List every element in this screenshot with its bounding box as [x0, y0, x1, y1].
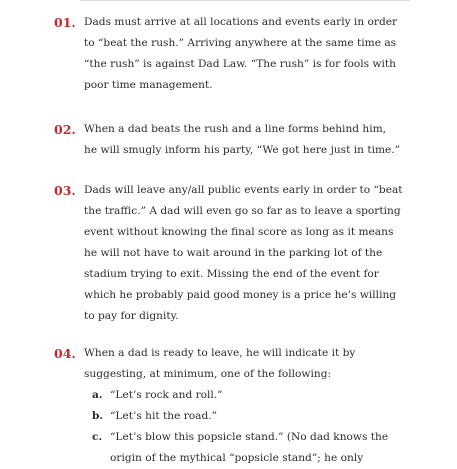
rule-text-line: When a dad is ready to leave, he will indicate it by	[84, 347, 356, 359]
subitem-text: “Let’s rock and roll.”	[110, 389, 223, 401]
rule-number: 03.	[54, 183, 76, 198]
rule-text-line: When a dad beats the rush and a line forms behind him,	[84, 123, 387, 135]
rule-text-line: “the rush” is against Dad Law. “The rush” is for fools with	[84, 58, 396, 70]
rule-text-line: event without knowing the final score as long as it means	[84, 226, 394, 238]
rule-text-line: to pay for dignity.	[84, 310, 179, 322]
rule-number: 02.	[54, 122, 76, 137]
subitem-text: origin of the mythical “popsicle stand”; he only	[110, 452, 364, 464]
rule-text-line: to “beat the rush.” Arriving anywhere at the same time as	[84, 37, 397, 49]
rule-text-line: suggesting, at minimum, one of the following:	[84, 368, 332, 380]
top-divider	[80, 0, 410, 1]
rule-text-line: poor time management.	[84, 79, 213, 91]
rule-text-line: he will smugly inform his party, “We got here just in time.”	[84, 144, 401, 156]
rule-text-line: which he probably paid good money is a price he’s willing	[84, 289, 397, 301]
subitem-text: “Let’s hit the road.”	[110, 410, 218, 422]
rule-number: 01.	[54, 15, 76, 30]
rule-text-line: Dads will leave any/all public events early in order to “beat	[84, 184, 403, 196]
subitem-letter: b.	[92, 410, 104, 422]
rule-text-line: Dads must arrive at all locations and events early in order	[84, 16, 398, 28]
rule-text-line: stadium trying to exit. Missing the end of the event for	[84, 268, 379, 280]
subitem-letter: c.	[92, 431, 103, 443]
subitem-letter: a.	[92, 389, 103, 401]
subitem-text: “Let’s blow this popsicle stand.” (No dad knows the	[110, 431, 389, 443]
rule-text-line: he will not have to wait around in the parking lot of the	[84, 247, 383, 259]
rule-number: 04.	[54, 346, 76, 361]
rule-text-line: the traffic.” A dad will even go so far as to leave a sporting	[84, 205, 401, 217]
